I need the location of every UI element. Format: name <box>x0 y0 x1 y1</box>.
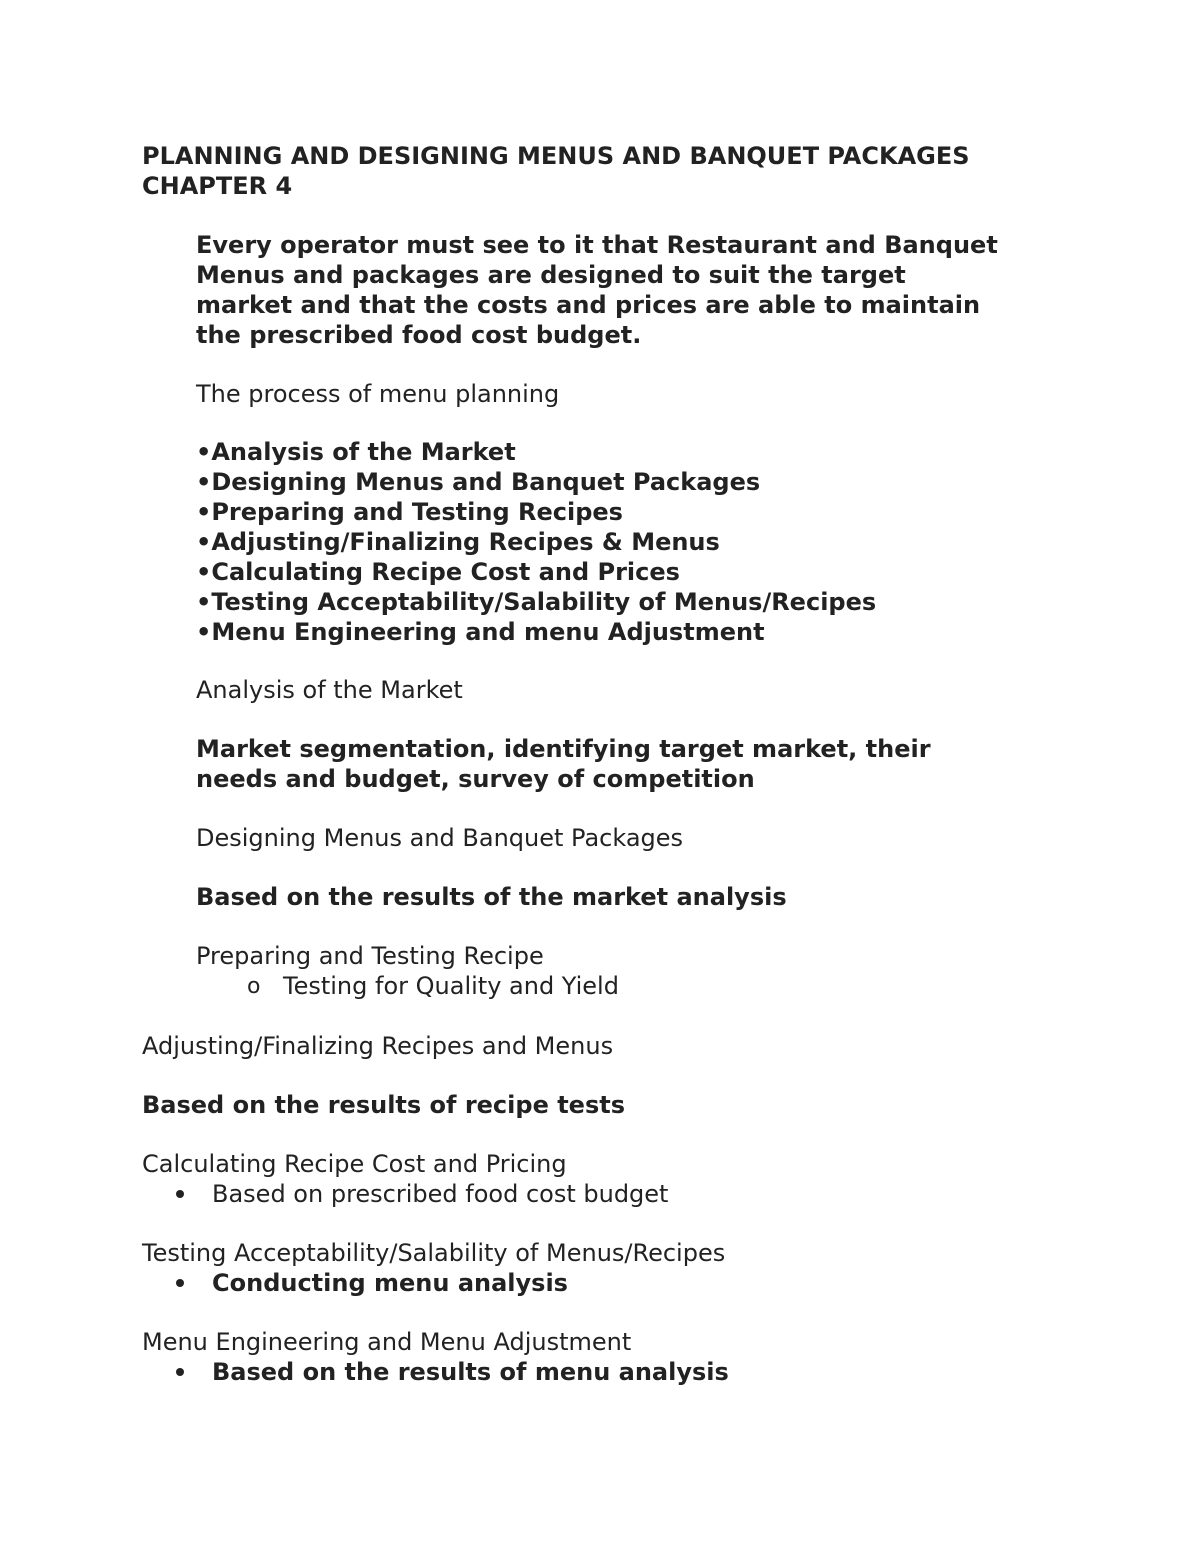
intro-line: Menus and packages are designed to suit the target <box>196 261 906 289</box>
bullet-dot-icon <box>176 1368 184 1376</box>
preparing-bullet: Testing for Quality and Yield <box>283 972 619 1000</box>
chapter-label: CHAPTER 4 <box>142 172 293 200</box>
testing-heading: Testing Acceptability/Salability of Menus/Recipes <box>142 1239 726 1267</box>
bullet-dot-icon <box>176 1190 184 1198</box>
process-step: •Analysis of the Market <box>196 438 516 466</box>
testing-bullet: Conducting menu analysis <box>212 1269 568 1297</box>
bullet-dot-icon <box>176 1279 184 1287</box>
calculating-bullet: Based on prescribed food cost budget <box>212 1180 669 1208</box>
adjusting-text: Based on the results of recipe tests <box>142 1091 625 1119</box>
preparing-heading: Preparing and Testing Recipe <box>196 942 544 970</box>
process-step: •Calculating Recipe Cost and Prices <box>196 558 680 586</box>
intro-line: the prescribed food cost budget. <box>196 321 642 349</box>
page-title: PLANNING AND DESIGNING MENUS AND BANQUET PACKAGES <box>142 142 970 170</box>
process-step: •Designing Menus and Banquet Packages <box>196 468 761 496</box>
market-heading: Analysis of the Market <box>196 676 463 704</box>
intro-line: market and that the costs and prices are able to maintain <box>196 291 981 319</box>
engineering-heading: Menu Engineering and Menu Adjustment <box>142 1328 632 1356</box>
process-step: •Adjusting/Finalizing Recipes & Menus <box>196 528 720 556</box>
process-step: •Menu Engineering and menu Adjustment <box>196 618 765 646</box>
designing-heading: Designing Menus and Banquet Packages <box>196 824 684 852</box>
process-step: •Preparing and Testing Recipes <box>196 498 623 526</box>
adjusting-heading: Adjusting/Finalizing Recipes and Menus <box>142 1032 614 1060</box>
engineering-bullet: Based on the results of menu analysis <box>212 1358 729 1386</box>
market-text-line: Market segmentation, identifying target market, their <box>196 735 931 763</box>
process-heading: The process of menu planning <box>196 380 560 408</box>
process-step: •Testing Acceptability/Salability of Menus/Recipes <box>196 588 877 616</box>
designing-text: Based on the results of the market analysis <box>196 883 787 911</box>
intro-line: Every operator must see to it that Restaurant and Banquet <box>196 231 998 259</box>
calculating-heading: Calculating Recipe Cost and Pricing <box>142 1150 567 1178</box>
circle-bullet-icon: o <box>247 974 261 999</box>
market-text-line: needs and budget, survey of competition <box>196 765 755 793</box>
